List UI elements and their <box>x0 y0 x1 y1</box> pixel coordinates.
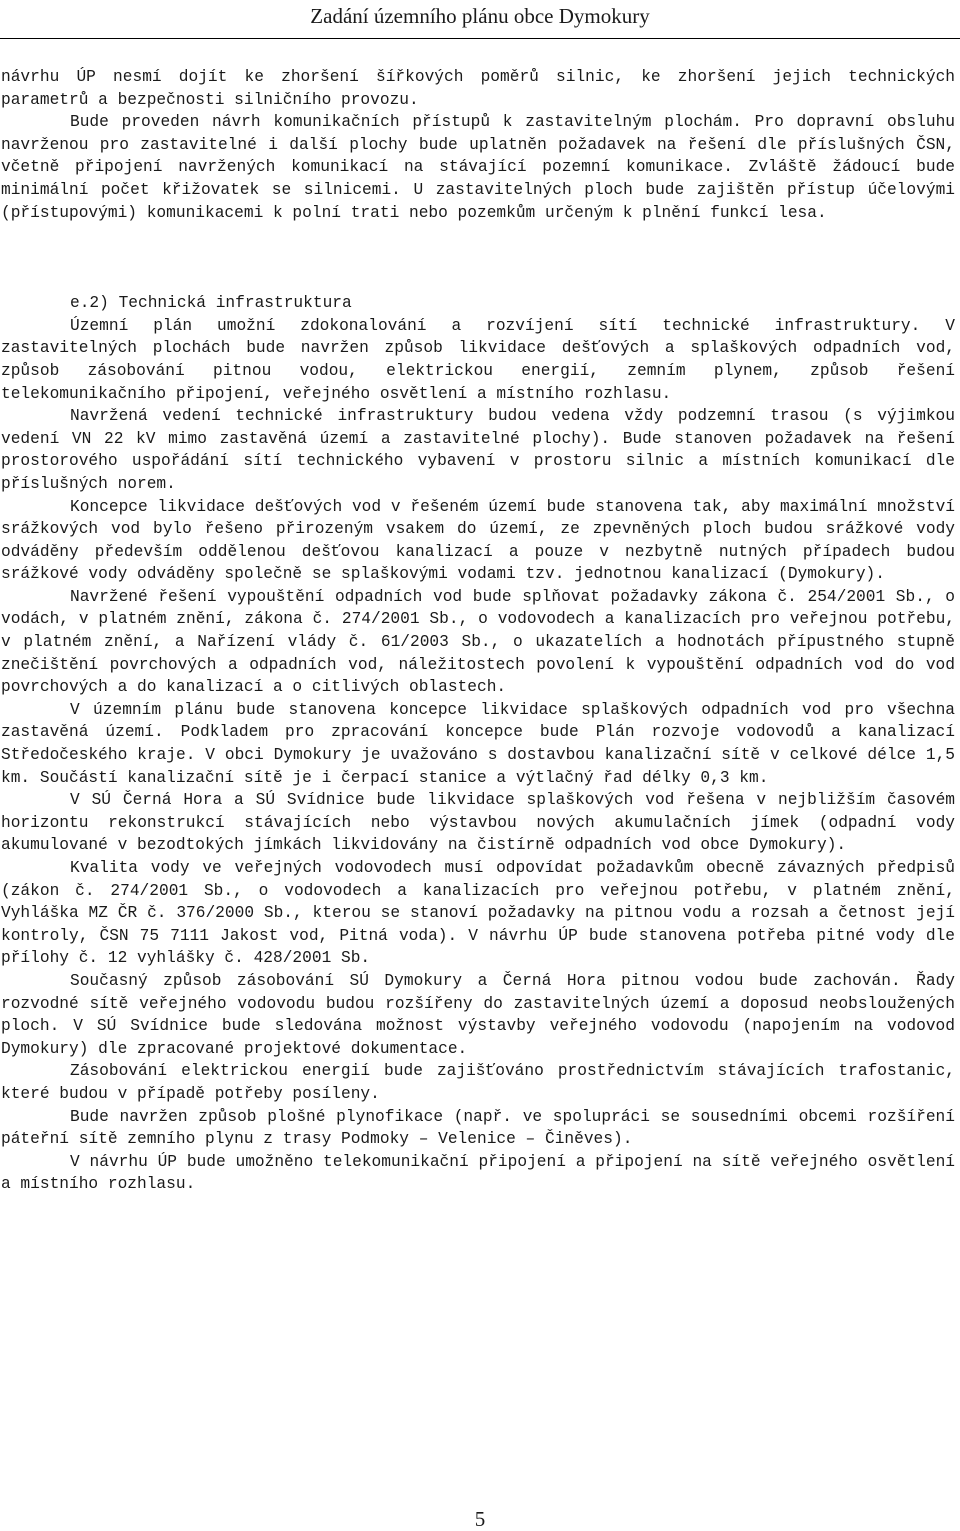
document-body <box>1 66 955 1196</box>
paragraph-access-roads: Bude proveden návrh komunikačních přístupů k zastavitelným plochám. Pro dopravní obsluhu navrženou pro zastavitelné i další plochy bude uplatněn požadavek na řešení dle příslušných ČSN, včetně připojení navržených komunikací na stávající pozemní komunikace. Zvláště žádoucí bude minimální počet křižovatek se silnicemi. U zastavitelných ploch bude zajištěn přístup účelovými (přístupovými) komunikacemi k polní trati nebo pozemkům určeným k plnění funkcí lesa. <box>1 113 955 222</box>
paragraph-water-quality: Kvalita vody ve veřejných vodovodech musí odpovídat požadavkům obecně závazných předpisů (zákon č. 274/2001 Sb., o vodovodech a kanalizacích pro veřejnou potřebu, v platném znění, Vyhláška MZ ČR č. 376/2000 Sb., kterou se stanoví požadavky na pitnou vodu a rozsah a četnost její kontroly, ČSN 75 7111 Jakost vod, Pitná voda). V návrhu ÚP bude stanovena potřeba pitné vody dle přílohy č. 12 vyhlášky č. 428/2001 Sb. <box>1 859 955 968</box>
paragraph-sewage-concept: V územním plánu bude stanovena koncepce likvidace splaškových odpadních vod pro všechna zastavěná území. Podkladem pro zpracování koncepce bude Plán rozvoje vodovodů a kanalizací Středočeského kraje. V obci Dymokury je uvažováno s dostavbou kanalizační sítě v celkové délce 1,5 km. Součástí kanalizační sítě je i čerpací stanice a výtlačný řad délky 0,3 km. <box>1 700 955 787</box>
paragraph-road-conditions: návrhu ÚP nesmí dojít ke zhoršení šířkových poměrů silnic, ke zhoršení jejich technických parametrů a bezpečnosti silničního provozu. <box>1 68 955 109</box>
paragraph-gas: Bude navržen způsob plošné plynofikace (např. ve spolupráci se sousedními obcemi rozšíření páteřní sítě zemního plynu z trasy Podmoky – Velenice – Činěves). <box>1 1107 955 1149</box>
paragraph-infrastructure-networks: Územní plán umožní zdokonalování a rozvíjení sítí technické infrastruktury. V zastavitelných plochách bude navržen způsob likvidace dešťových a splaškových odpadních vod, způsob zásobování pitnou vodou, elektrickou energií, zemním plynem, způsob řešení telekomunikačního připojení, veřejného osvětlení a místního rozhlasu. <box>1 316 955 403</box>
paragraph-cerna-hora-svidnice: V SÚ Černá Hora a SÚ Svídnice bude likvidace splaškových vod řešena v nejbližším časovém horizontu rekonstrukcí stávajících nebo výstavbou nových akumulačních jímek (odpadní vody akumulované v bezodtokých jímkách likvidovány na čistírně odpadních vod obce Dymokury). <box>1 791 955 855</box>
header-divider <box>0 38 960 39</box>
paragraph-wastewater-law: Navržené řešení vypouštění odpadních vod bude splňovat požadavky zákona č. 254/2001 Sb., o vodách, v platném znění, zákona č. 274/2001 Sb., o vodovodech a kanalizacích pro veřejnou potřebu, v platném znění, a Nařízení vlády č. 61/2003 Sb., o ukazatelích a hodnotách přípustného stupně znečištění povrchových a odpadních vod, náležitostech povolení k vypouštění odpadních vod do vod povrchových a do kanalizací a o citlivých oblastech. <box>1 587 955 697</box>
page-header-title: Zadání územního plánu obce Dymokury <box>310 4 650 28</box>
paragraph-water-supply: Současný způsob zásobování SÚ Dymokury a Černá Hora pitnou vodou bude zachován. Řady rozvodné sítě veřejného vodovodu budou rozšířeny do zastavitelných území a doposud neobsloužených ploch. V SÚ Svídnice bude sledována možnost výstavby veřejného vodovodu (napojením na vodovod Dymokury) dle zpracované projektové dokumentace. <box>1 971 955 1058</box>
paragraph-underground-routes: Navržená vedení technické infrastruktury budou vedena vždy podzemní trasou (s výjimkou vedení VN 22 kV mimo zastavěná území a zastavitelné plochy). Bude stanoven požadavek na řešení prostorového uspořádání sítí technického vybavení v prostoru silnic a místních komunikací dle příslušných norem. <box>1 407 955 493</box>
page-number: 5 <box>474 1507 486 1531</box>
section-heading-text: e.2) Technická infrastruktura <box>70 294 352 313</box>
section-heading-technical-infrastructure <box>1 292 955 315</box>
paragraph-rainwater-concept: Koncepce likvidace dešťových vod v řešeném území bude stanovena tak, aby maximální množství srážkových vod bylo řešeno přirozeným vsakem do území, ze zpevněných ploch budou srážkové vody odváděny především oddělenou dešťovou kanalizací a pouze v nezbytně nutných případech budou srážkové vody odváděny společně se splaškovými vodami tzv. jednotnou kanalizací (Dymokury). <box>1 497 955 584</box>
paragraph-electricity: Zásobování elektrickou energií bude zajišťováno prostřednictvím stávajících trafostanic, které budou v případě potřeby posíleny. <box>1 1062 955 1103</box>
paragraph-telecom: V návrhu ÚP bude umožněno telekomunikační připojení a připojení na sítě veřejného osvětlení a místního rozhlasu. <box>1 1152 955 1194</box>
